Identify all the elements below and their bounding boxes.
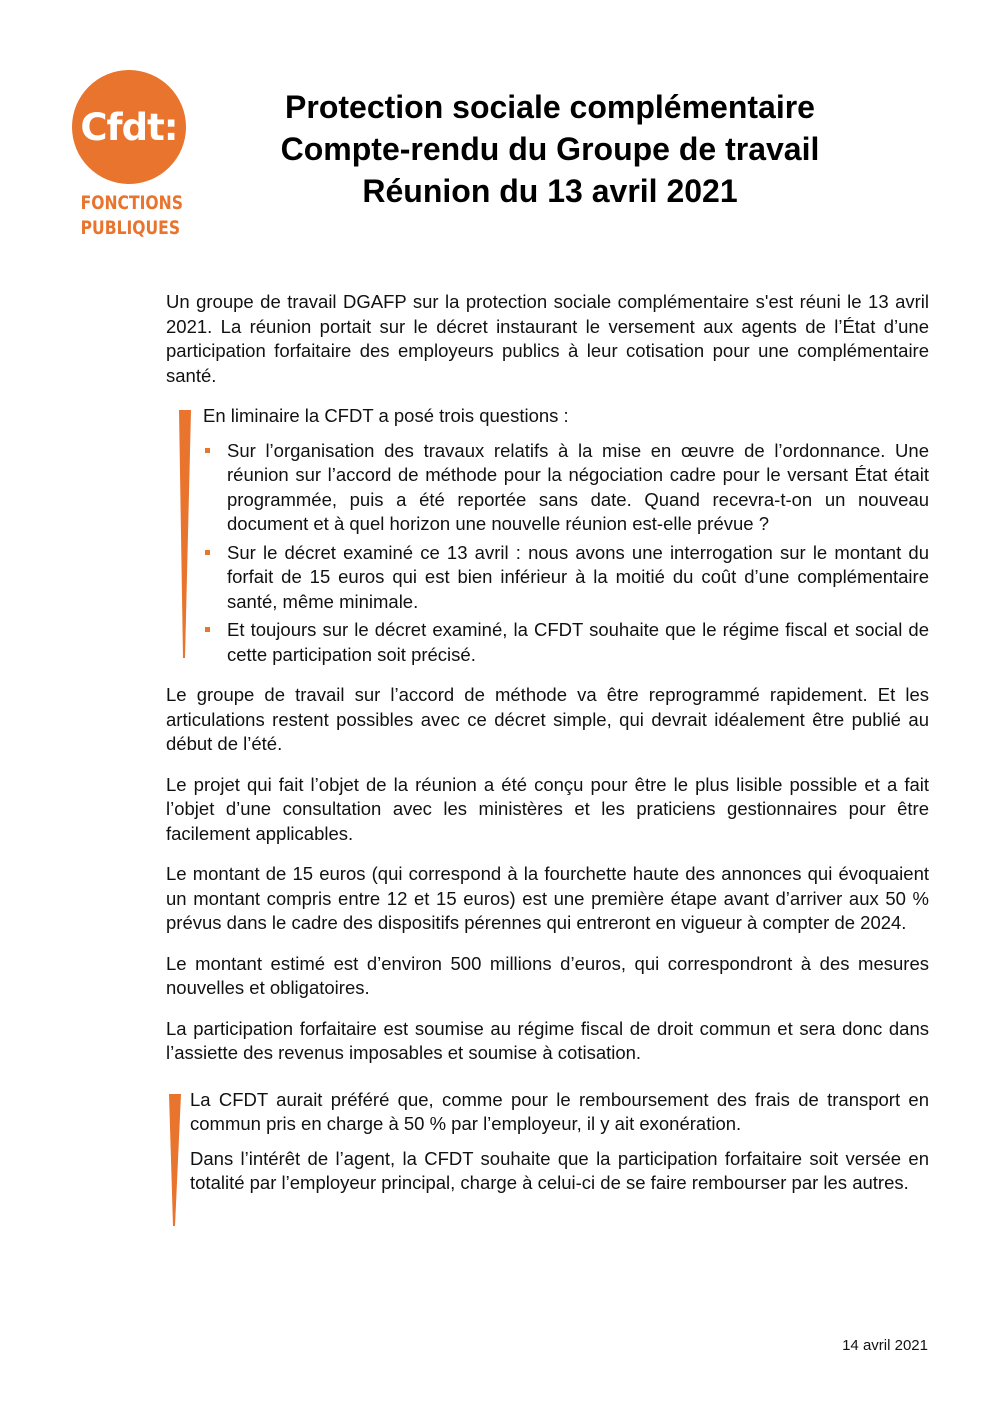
intro-paragraph: Un groupe de travail DGAFP sur la protection sociale complémentaire s'est réuni le 13 avril 2021. La réunion portait sur le décret instaurant le versement aux agents de l’État d’une participation forfaitaire des employeurs publics à leur cotisation pour une complémentaire santé. <box>166 291 929 386</box>
title-line: Compte-rendu du Groupe de travail <box>280 131 820 167</box>
body-paragraph: Le groupe de travail sur l’accord de méthode va être reprogrammé rapidement. Et les articulations restent possibles avec ce décret simple, qui devrait idéalement être publié au début de l’été. <box>166 684 929 754</box>
body-paragraph: Le montant estimé est d’environ 500 millions d’euros, qui correspondront à des mesures nouvelles et obligatoires. <box>166 952 929 998</box>
list-item-text: Sur le décret examiné ce 13 avril : nous avons une interrogation sur le montant du forfait de 15 euros qui est bien inférieur à la moitié du coût d’une complémentaire santé, même minimale. <box>227 541 929 612</box>
footer-date: 14 avril 2021 <box>842 1337 928 1354</box>
callout-lead: En liminaire la CFDT a posé trois questions : <box>203 405 569 426</box>
body-paragraph: Le montant de 15 euros (qui correspond à la fourchette haute des annonces qui évoquaient un montant compris entre 12 et 15 euros) est une première étape avant d’arriver aux 50 % prévus dans le cadre des dispositifs pérennes qui entreront en vigueur à compter de 2024. <box>166 863 929 933</box>
title-line: Protection sociale complémentaire <box>285 89 815 125</box>
bullet-square-icon <box>205 627 210 632</box>
document-body <box>166 290 929 1212</box>
accent-stroke-icon <box>168 1094 182 1226</box>
logo-mark: Cfdt: <box>72 70 186 184</box>
list-item-text: Sur l’organisation des travaux relatifs à la mise en œuvre de l’ordonnance. Une réunion sur l’accord de méthode pour la négociation cadre pour le versant État était programmée, puis a été reportée sans date. Quand recevra-t-on un nouveau document et à quel horizon une nouvelle réunion est-elle prévue ? <box>227 439 929 534</box>
questions-list <box>203 439 929 668</box>
callout-paragraph: La CFDT aurait préféré que, comme pour le remboursement des frais de transport en commun pris en charge à 50 % par l’employeur, il y ait exonération. <box>190 1088 929 1134</box>
bullet-square-icon <box>205 448 210 453</box>
cfdt-logo <box>70 70 188 242</box>
list-item <box>203 541 929 615</box>
logo-line-publiques: PUBLIQUES <box>80 217 181 239</box>
title-line: Réunion du 13 avril 2021 <box>362 173 738 209</box>
body-paragraph: La participation forfaitaire est soumise au régime fiscal de droit commun et sera donc dans l’assiette des revenus imposables et soumise à cotisation. <box>166 1017 929 1063</box>
list-item <box>203 439 929 537</box>
accent-stroke-icon <box>178 410 192 658</box>
logo-line-fonctions: FONCTIONS <box>80 192 183 214</box>
callout-paragraph: Dans l’intérêt de l’agent, la CFDT souhaite que la participation forfaitaire soit versée en totalité par l’employeur principal, charge à celui-ci de se faire rembourser par les autres. <box>190 1147 929 1193</box>
list-item-text: Et toujours sur le décret examiné, la CFDT souhaite que le régime fiscal et social de cette participation soit précisé. <box>227 619 929 665</box>
cfdt-questions-callout <box>166 404 929 667</box>
bullet-square-icon <box>205 550 210 555</box>
document-title <box>200 86 900 212</box>
cfdt-position-callout <box>166 1088 929 1196</box>
body-paragraph: Le projet qui fait l’objet de la réunion a été conçu pour être le plus lisible possible et a fait l’objet d’une consultation avec les ministères et les praticiens gestionnaires pour être facilement applicables. <box>166 773 929 844</box>
list-item <box>203 618 929 667</box>
